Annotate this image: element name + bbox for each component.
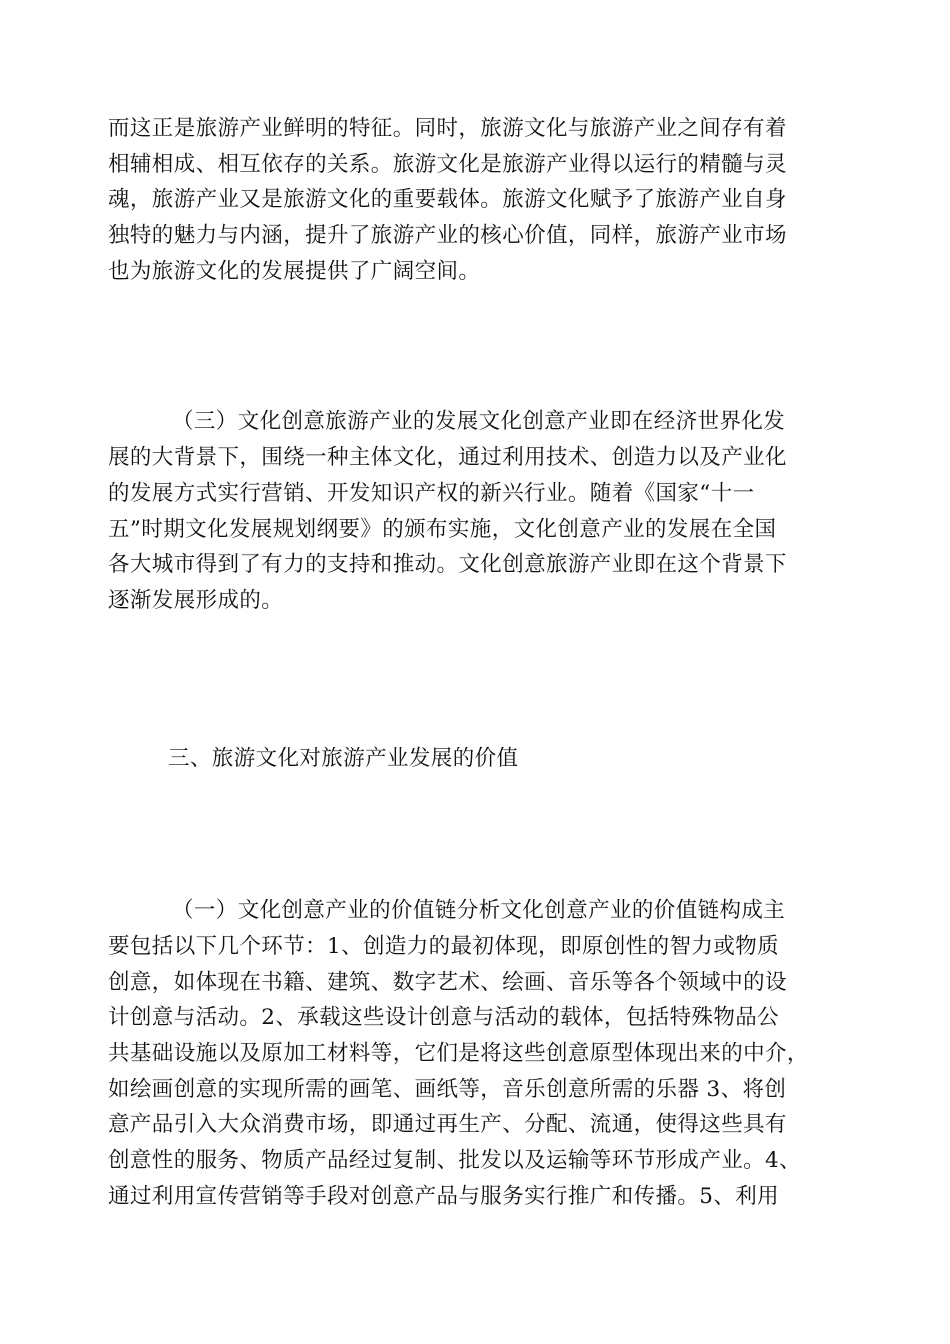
paragraph-line: 要包括以下几个环节：1、创造力的最初体现，即原创性的智力或物质: [108, 934, 780, 959]
paragraph-line: 通过利用宣传营销等手段对创意产品与服务实行推广和传播。5、利用: [108, 1184, 780, 1209]
paragraph-line: 相辅相成、相互依存的关系。旅游文化是旅游产业得以运行的精髓与灵: [108, 152, 787, 177]
paragraph-line: 计创意与活动。2、承载这些设计创意与活动的载体，包括特殊物品公: [108, 1005, 780, 1030]
paragraph-line: 共基础设施以及原加工材料等，它们是将这些创意原型体现出来的中介，: [108, 1041, 809, 1066]
paragraph-line: 独特的魅力与内涵，提升了旅游产业的核心价值，同样，旅游产业市场: [108, 223, 787, 248]
paragraph-line: 魂，旅游产业又是旅游文化的重要载体。旅游文化赋予了旅游产业自身: [108, 187, 787, 212]
paragraph-line: 如绘画创意的实现所需的画笔、画纸等，音乐创意所需的乐器 3、将创: [108, 1077, 787, 1102]
paragraph-line: 展的大背景下，围绕一种主体文化，通过利用技术、创造力以及产业化: [108, 445, 787, 470]
paragraph-line: （一）文化创意产业的价值链分析文化创意产业的价值链构成主: [172, 898, 786, 923]
paragraph-line: 各大城市得到了有力的支持和推动。文化创意旅游产业即在这个背景下: [108, 552, 787, 577]
paragraph-line: 创意，如体现在书籍、建筑、数字艺术、绘画、音乐等各个领域中的设: [108, 970, 787, 995]
paragraph-line: 意产品引入大众消费市场，即通过再生产、分配、流通，使得这些具有: [108, 1112, 787, 1137]
section-heading: 三、旅游文化对旅游产业发展的价值: [168, 746, 519, 771]
paragraph-line: 五”时期文化发展规划纲要》的颁布实施，文化创意产业的发展在全国: [108, 517, 777, 542]
paragraph-line: 也为旅游文化的发展提供了广阔空间。: [108, 259, 481, 284]
paragraph-line: 的发展方式实行营销、开发知识产权的新兴行业。随着《国家“十一: [108, 481, 755, 506]
paragraph-line: 逐渐发展形成的。: [108, 588, 284, 613]
paragraph-line: 而这正是旅游产业鲜明的特征。同时，旅游文化与旅游产业之间存有着: [108, 116, 787, 141]
paragraph-line: 创意性的服务、物质产品经过复制、批发以及运输等环节形成产业。4、: [108, 1148, 801, 1173]
paragraph-line: （三）文化创意旅游产业的发展文化创意产业即在经济世界化发: [172, 409, 786, 434]
